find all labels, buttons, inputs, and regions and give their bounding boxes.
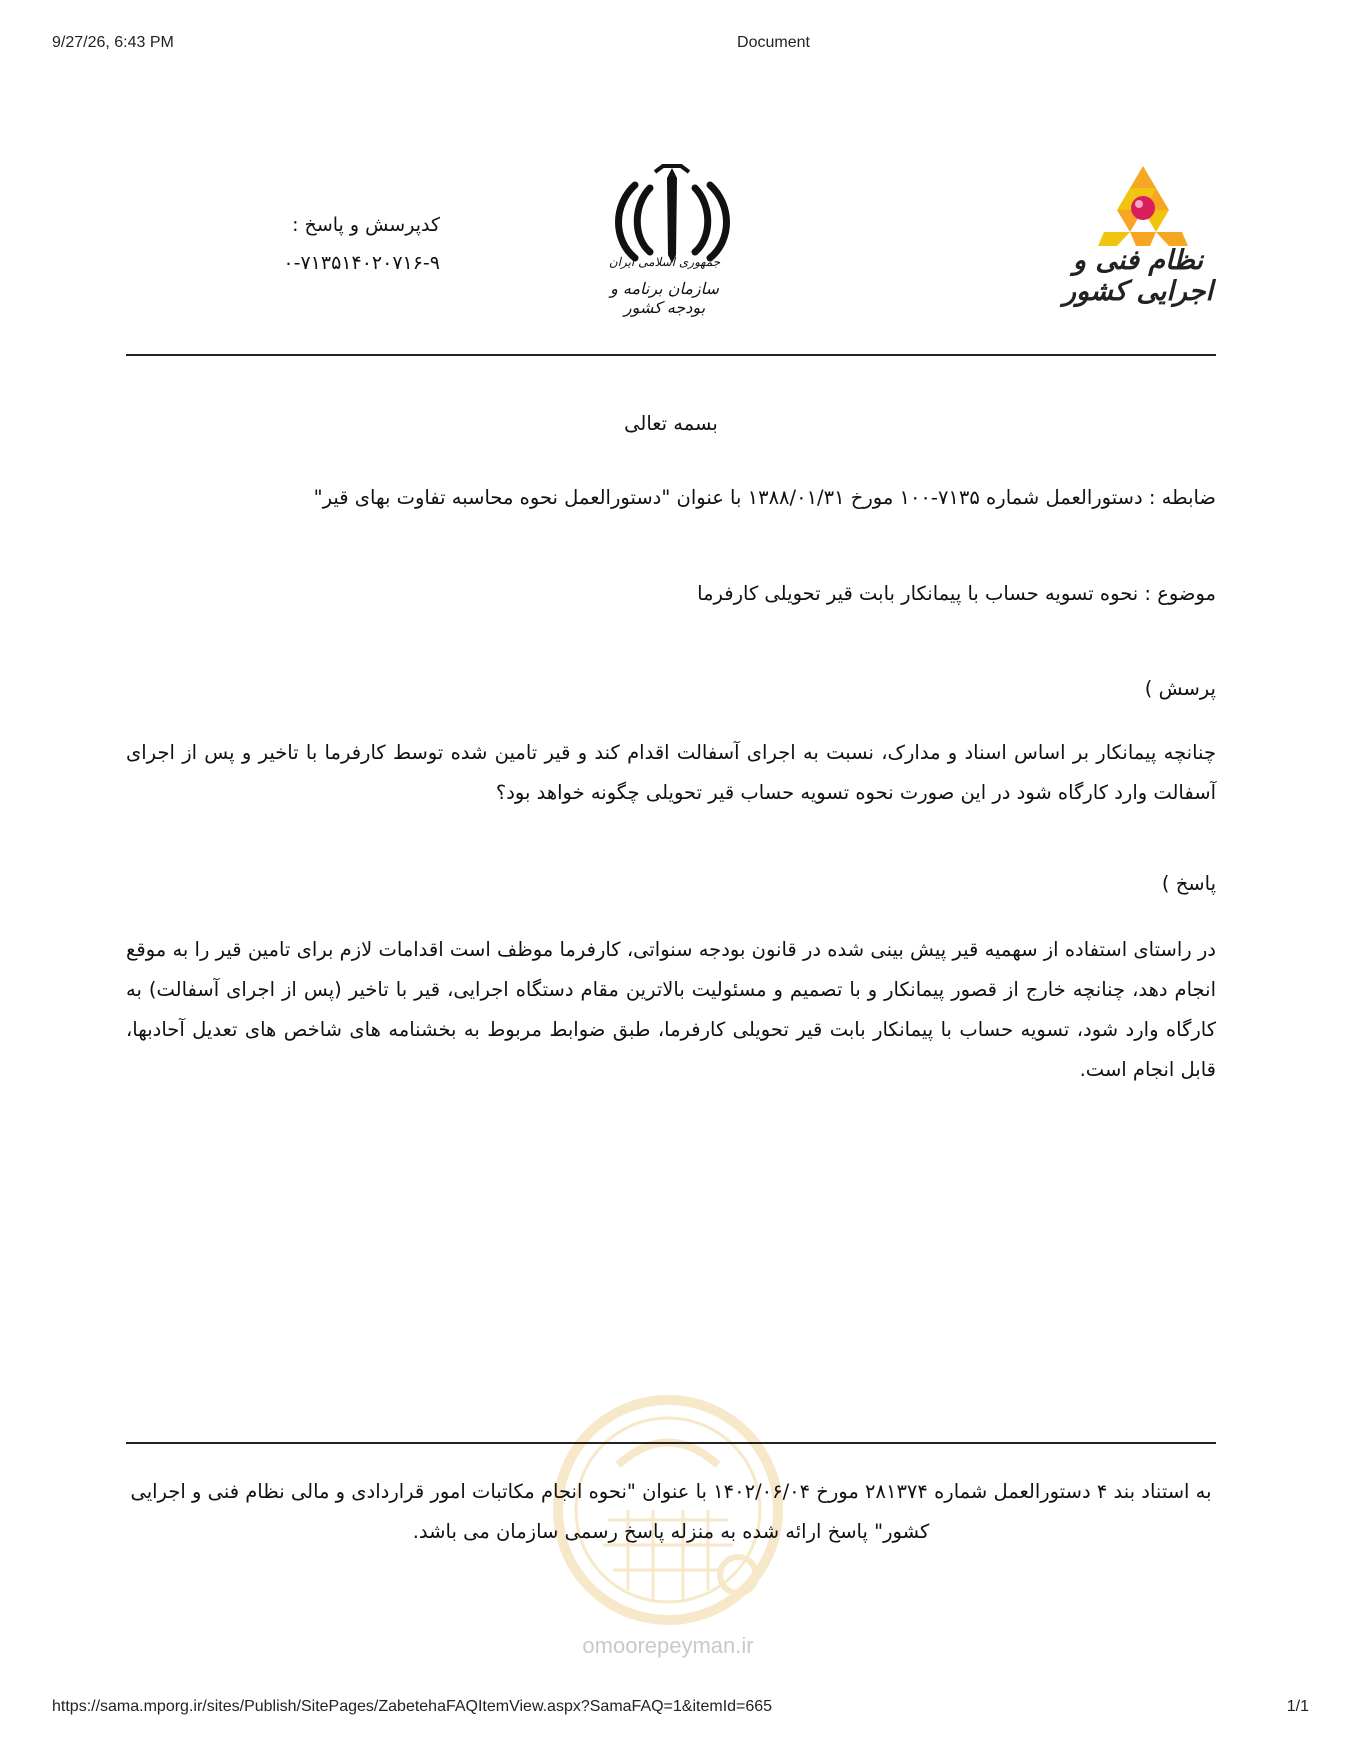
answer-label: پاسخ ) <box>1161 872 1216 895</box>
faq-code-block <box>230 206 440 282</box>
header-divider <box>126 354 1216 356</box>
footer-divider <box>126 1442 1216 1444</box>
greeting: بسمه تعالی <box>624 412 718 435</box>
footer-disclaimer: به استناد بند ۴ دستورالعمل شماره ۲۸۱۳۷۴ مورخ ۱۴۰۲/۰۶/۰۴ با عنوان "نحوه انجام مکاتبات امور قراردادی و مالی نظام فنی و اجرایی کشور" پاسخ ارائه شده به منزله پاسخ رسمی سازمان می باشد. <box>130 1480 1212 1543</box>
print-datetime: 9/27/26, 6:43 PM <box>52 34 174 51</box>
regulation-reference: ضابطه : دستورالعمل شماره ۷۱۳۵-۱۰۰ مورخ ۱۳۸۸/۰۱/۳۱ با عنوان "دستورالعمل نحوه محاسبه تفاوت بهای قیر" <box>313 486 1216 509</box>
technical-system-logo-icon <box>1098 166 1188 246</box>
subject-line: موضوع : نحوه تسویه حساب با پیمانکار بابت قیر تحویلی کارفرما <box>697 582 1216 605</box>
print-page-number: 1/1 <box>1286 1698 1309 1715</box>
organization-name: نظام فنی و اجرایی کشور <box>1063 245 1213 307</box>
emblem-caption-republic: جمهوری اسلامی ایران <box>608 255 721 269</box>
emblem-caption-organization: سازمان برنامه و بودجه کشور <box>610 279 719 317</box>
question-text: چنانچه پیمانکار بر اساس اسناد و مدارک، نسبت به اجرای آسفالت اقدام کند و قیر تامین شده توسط کارفرما با تاخیر و پس از اجرای آسفالت وارد کارگاه شود در این صورت نحوه تسویه حساب قیر تحویلی چگونه خواهد بود؟ <box>126 741 1216 804</box>
print-document-title: Document <box>737 34 810 51</box>
faq-code-value: ۰-۷۱۳۵۱۴۰۲۰۷۱۶-۹ <box>283 252 440 274</box>
faq-code-label: کدپرسش و پاسخ : <box>292 214 440 236</box>
question-label: پرسش ) <box>1144 677 1216 700</box>
answer-text: در راستای استفاده از سهمیه قیر پیش بینی شده در قانون بودجه سنواتی، کارفرما موظف است اقدامات لازم برای تامین قیر را به موقع انجام دهد، چنانچه خارج از قصور پیمانکار و با تصمیم و مسئولیت بالاترین مقام دستگاه اجرایی، قیر با تاخیر (پس از اجرای آسفالت) به کارگاه وارد شود، تسویه حساب با پیمانکار بابت قیر تحویلی کارفرما، طبق ضوابط مربوط به بخشنامه های شاخص های تعدیل آحادبها، قابل انجام است. <box>126 938 1216 1081</box>
print-url: https://sama.mporg.ir/sites/Publish/SitePages/ZabetehaFAQItemView.aspx?SamaFAQ=1&itemId=665 <box>52 1698 773 1715</box>
watermark-url: omoorepeyman.ir <box>582 1633 754 1658</box>
